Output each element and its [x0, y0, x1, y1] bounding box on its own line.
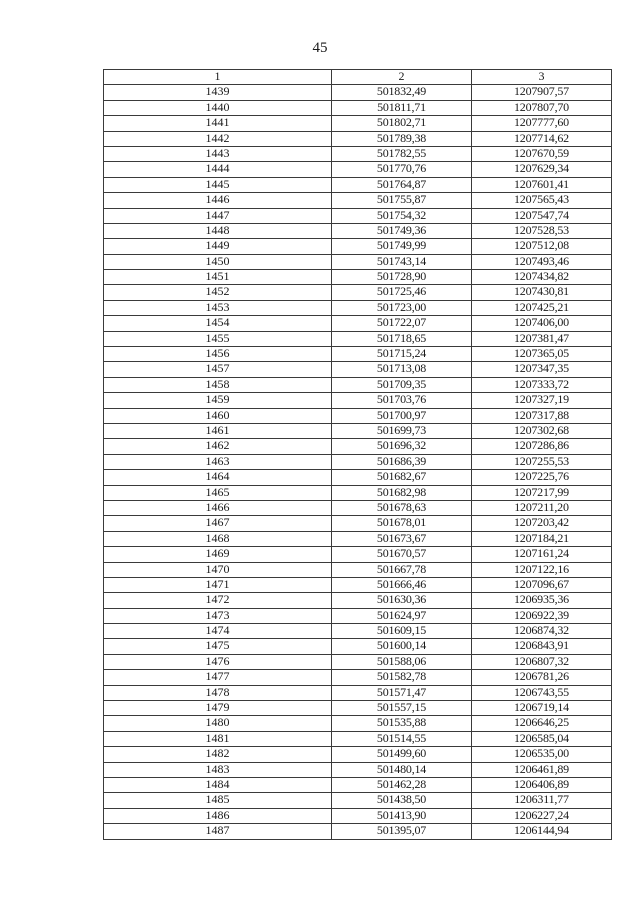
y-coordinate-cell: 1206807,32	[472, 654, 612, 669]
x-coordinate-cell: 501499,60	[332, 747, 472, 762]
table-row	[104, 239, 612, 254]
table-row	[104, 762, 612, 777]
y-coordinate-cell: 1206535,00	[472, 747, 612, 762]
x-coordinate-cell: 501718,65	[332, 331, 472, 346]
y-coordinate-cell: 1207907,57	[472, 85, 612, 100]
table-row	[104, 454, 612, 469]
point-number-cell: 1471	[104, 577, 332, 592]
x-coordinate-cell: 501514,55	[332, 731, 472, 746]
point-number-cell: 1446	[104, 193, 332, 208]
x-coordinate-cell: 501764,87	[332, 177, 472, 192]
table-row	[104, 362, 612, 377]
y-coordinate-cell: 1206719,14	[472, 701, 612, 716]
y-coordinate-cell: 1207601,41	[472, 177, 612, 192]
x-coordinate-cell: 501699,73	[332, 423, 472, 438]
point-number-cell: 1478	[104, 685, 332, 700]
y-coordinate-cell: 1207347,35	[472, 362, 612, 377]
y-coordinate-cell: 1207434,82	[472, 270, 612, 285]
table-row	[104, 716, 612, 731]
point-number-cell: 1451	[104, 270, 332, 285]
x-coordinate-cell: 501703,76	[332, 393, 472, 408]
table-row	[104, 516, 612, 531]
x-coordinate-cell: 501782,55	[332, 146, 472, 161]
column-header-2: 2	[332, 70, 472, 85]
x-coordinate-cell: 501630,36	[332, 593, 472, 608]
table-row	[104, 577, 612, 592]
x-coordinate-cell: 501709,35	[332, 377, 472, 392]
x-coordinate-cell: 501755,87	[332, 193, 472, 208]
y-coordinate-cell: 1207670,59	[472, 146, 612, 161]
y-coordinate-cell: 1207714,62	[472, 131, 612, 146]
table-row	[104, 685, 612, 700]
x-coordinate-cell: 501749,99	[332, 239, 472, 254]
table-row	[104, 393, 612, 408]
y-coordinate-cell: 1207217,99	[472, 485, 612, 500]
point-number-cell: 1442	[104, 131, 332, 146]
y-coordinate-cell: 1207528,53	[472, 223, 612, 238]
x-coordinate-cell: 501743,14	[332, 254, 472, 269]
point-number-cell: 1447	[104, 208, 332, 223]
x-coordinate-cell: 501557,15	[332, 701, 472, 716]
y-coordinate-cell: 1207493,46	[472, 254, 612, 269]
point-number-cell: 1479	[104, 701, 332, 716]
point-number-cell: 1485	[104, 793, 332, 808]
point-number-cell: 1457	[104, 362, 332, 377]
x-coordinate-cell: 501624,97	[332, 608, 472, 623]
x-coordinate-cell: 501700,97	[332, 408, 472, 423]
table-row	[104, 270, 612, 285]
x-coordinate-cell: 501728,90	[332, 270, 472, 285]
x-coordinate-cell: 501696,32	[332, 439, 472, 454]
x-coordinate-cell: 501682,98	[332, 485, 472, 500]
table-row	[104, 793, 612, 808]
x-coordinate-cell: 501395,07	[332, 824, 472, 839]
table-body	[104, 85, 612, 839]
y-coordinate-cell: 1207211,20	[472, 500, 612, 515]
table-row	[104, 547, 612, 562]
x-coordinate-cell: 501811,71	[332, 100, 472, 115]
x-coordinate-cell: 501462,28	[332, 777, 472, 792]
point-number-cell: 1452	[104, 285, 332, 300]
x-coordinate-cell: 501670,57	[332, 547, 472, 562]
x-coordinate-cell: 501770,76	[332, 162, 472, 177]
x-coordinate-cell: 501682,67	[332, 470, 472, 485]
x-coordinate-cell: 501715,24	[332, 347, 472, 362]
y-coordinate-cell: 1207381,47	[472, 331, 612, 346]
table-row	[104, 808, 612, 823]
table-row	[104, 254, 612, 269]
y-coordinate-cell: 1207255,53	[472, 454, 612, 469]
table-row	[104, 731, 612, 746]
x-coordinate-cell: 501789,38	[332, 131, 472, 146]
x-coordinate-cell: 501722,07	[332, 316, 472, 331]
y-coordinate-cell: 1207184,21	[472, 531, 612, 546]
table-row	[104, 608, 612, 623]
x-coordinate-cell: 501725,46	[332, 285, 472, 300]
table-row	[104, 131, 612, 146]
table-row	[104, 500, 612, 515]
table-row	[104, 562, 612, 577]
point-number-cell: 1450	[104, 254, 332, 269]
table-row	[104, 654, 612, 669]
table-row	[104, 331, 612, 346]
table-row	[104, 177, 612, 192]
coordinates-table	[103, 69, 612, 840]
table-row	[104, 100, 612, 115]
y-coordinate-cell: 1206585,04	[472, 731, 612, 746]
point-number-cell: 1466	[104, 500, 332, 515]
table-row	[104, 593, 612, 608]
y-coordinate-cell: 1206874,32	[472, 624, 612, 639]
point-number-cell: 1484	[104, 777, 332, 792]
point-number-cell: 1477	[104, 670, 332, 685]
y-coordinate-cell: 1206935,36	[472, 593, 612, 608]
table-row	[104, 423, 612, 438]
table-row	[104, 146, 612, 161]
x-coordinate-cell: 501666,46	[332, 577, 472, 592]
y-coordinate-cell: 1207807,70	[472, 100, 612, 115]
point-number-cell: 1440	[104, 100, 332, 115]
point-number-cell: 1445	[104, 177, 332, 192]
table-row	[104, 300, 612, 315]
point-number-cell: 1480	[104, 716, 332, 731]
x-coordinate-cell: 501600,14	[332, 639, 472, 654]
y-coordinate-cell: 1207547,74	[472, 208, 612, 223]
x-coordinate-cell: 501609,15	[332, 624, 472, 639]
point-number-cell: 1468	[104, 531, 332, 546]
y-coordinate-cell: 1207425,21	[472, 300, 612, 315]
x-coordinate-cell: 501678,01	[332, 516, 472, 531]
point-number-cell: 1487	[104, 824, 332, 839]
x-coordinate-cell: 501571,47	[332, 685, 472, 700]
point-number-cell: 1462	[104, 439, 332, 454]
point-number-cell: 1463	[104, 454, 332, 469]
point-number-cell: 1444	[104, 162, 332, 177]
x-coordinate-cell: 501667,78	[332, 562, 472, 577]
table-row	[104, 377, 612, 392]
y-coordinate-cell: 1207122,16	[472, 562, 612, 577]
x-coordinate-cell: 501749,36	[332, 223, 472, 238]
table-row	[104, 470, 612, 485]
table-row	[104, 485, 612, 500]
table-row	[104, 747, 612, 762]
x-coordinate-cell: 501723,00	[332, 300, 472, 315]
table-row	[104, 316, 612, 331]
y-coordinate-cell: 1207096,67	[472, 577, 612, 592]
table-row	[104, 347, 612, 362]
point-number-cell: 1472	[104, 593, 332, 608]
point-number-cell: 1441	[104, 116, 332, 131]
y-coordinate-cell: 1207777,60	[472, 116, 612, 131]
y-coordinate-cell: 1207225,76	[472, 470, 612, 485]
point-number-cell: 1460	[104, 408, 332, 423]
table-row	[104, 162, 612, 177]
point-number-cell: 1454	[104, 316, 332, 331]
x-coordinate-cell: 501754,32	[332, 208, 472, 223]
point-number-cell: 1474	[104, 624, 332, 639]
y-coordinate-cell: 1206646,25	[472, 716, 612, 731]
table-row	[104, 439, 612, 454]
table-row	[104, 116, 612, 131]
point-number-cell: 1467	[104, 516, 332, 531]
page-number: 45	[312, 40, 328, 56]
point-number-cell: 1475	[104, 639, 332, 654]
y-coordinate-cell: 1206311,77	[472, 793, 612, 808]
x-coordinate-cell: 501713,08	[332, 362, 472, 377]
table-row	[104, 670, 612, 685]
y-coordinate-cell: 1207327,19	[472, 393, 612, 408]
table-row	[104, 624, 612, 639]
y-coordinate-cell: 1206743,55	[472, 685, 612, 700]
point-number-cell: 1458	[104, 377, 332, 392]
x-coordinate-cell: 501673,67	[332, 531, 472, 546]
table-row	[104, 85, 612, 100]
point-number-cell: 1453	[104, 300, 332, 315]
table-row	[104, 193, 612, 208]
y-coordinate-cell: 1207365,05	[472, 347, 612, 362]
point-number-cell: 1461	[104, 423, 332, 438]
table-row	[104, 531, 612, 546]
table-row	[104, 285, 612, 300]
point-number-cell: 1473	[104, 608, 332, 623]
column-header-3: 3	[472, 70, 612, 85]
point-number-cell: 1456	[104, 347, 332, 362]
y-coordinate-cell: 1207512,08	[472, 239, 612, 254]
point-number-cell: 1469	[104, 547, 332, 562]
point-number-cell: 1464	[104, 470, 332, 485]
point-number-cell: 1443	[104, 146, 332, 161]
y-coordinate-cell: 1207629,34	[472, 162, 612, 177]
x-coordinate-cell: 501438,50	[332, 793, 472, 808]
point-number-cell: 1476	[104, 654, 332, 669]
table-row	[104, 408, 612, 423]
x-coordinate-cell: 501686,39	[332, 454, 472, 469]
x-coordinate-cell: 501678,63	[332, 500, 472, 515]
table-row	[104, 824, 612, 839]
y-coordinate-cell: 1207333,72	[472, 377, 612, 392]
point-number-cell: 1448	[104, 223, 332, 238]
point-number-cell: 1483	[104, 762, 332, 777]
y-coordinate-cell: 1206781,26	[472, 670, 612, 685]
x-coordinate-cell: 501535,88	[332, 716, 472, 731]
table-header-row	[104, 70, 612, 85]
table-row	[104, 701, 612, 716]
point-number-cell: 1465	[104, 485, 332, 500]
y-coordinate-cell: 1207161,24	[472, 547, 612, 562]
x-coordinate-cell: 501413,90	[332, 808, 472, 823]
point-number-cell: 1486	[104, 808, 332, 823]
y-coordinate-cell: 1206227,24	[472, 808, 612, 823]
y-coordinate-cell: 1206406,89	[472, 777, 612, 792]
column-header-1: 1	[104, 70, 332, 85]
y-coordinate-cell: 1206461,89	[472, 762, 612, 777]
y-coordinate-cell: 1207302,68	[472, 423, 612, 438]
y-coordinate-cell: 1207286,86	[472, 439, 612, 454]
x-coordinate-cell: 501582,78	[332, 670, 472, 685]
y-coordinate-cell: 1207565,43	[472, 193, 612, 208]
x-coordinate-cell: 501832,49	[332, 85, 472, 100]
point-number-cell: 1482	[104, 747, 332, 762]
y-coordinate-cell: 1206843,91	[472, 639, 612, 654]
y-coordinate-cell: 1206144,94	[472, 824, 612, 839]
table-row	[104, 223, 612, 238]
table-row	[104, 777, 612, 792]
y-coordinate-cell: 1207317,88	[472, 408, 612, 423]
y-coordinate-cell: 1207430,81	[472, 285, 612, 300]
y-coordinate-cell: 1207203,42	[472, 516, 612, 531]
point-number-cell: 1455	[104, 331, 332, 346]
table-row	[104, 208, 612, 223]
point-number-cell: 1470	[104, 562, 332, 577]
point-number-cell: 1449	[104, 239, 332, 254]
point-number-cell: 1439	[104, 85, 332, 100]
y-coordinate-cell: 1207406,00	[472, 316, 612, 331]
x-coordinate-cell: 501480,14	[332, 762, 472, 777]
table-row	[104, 639, 612, 654]
y-coordinate-cell: 1206922,39	[472, 608, 612, 623]
x-coordinate-cell: 501588,06	[332, 654, 472, 669]
point-number-cell: 1481	[104, 731, 332, 746]
x-coordinate-cell: 501802,71	[332, 116, 472, 131]
point-number-cell: 1459	[104, 393, 332, 408]
